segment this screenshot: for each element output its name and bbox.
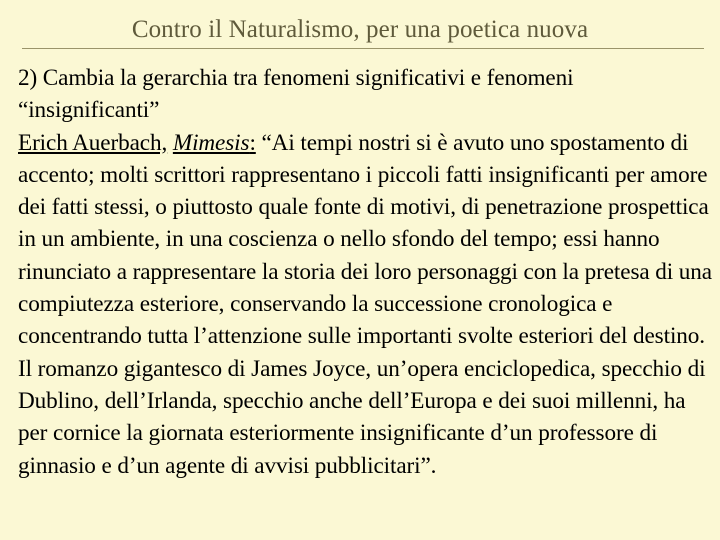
title-divider [22, 48, 704, 49]
quote-paragraph [18, 127, 716, 482]
slide-title: Contro il Naturalismo, per una poetica nuova [131, 16, 589, 43]
citation-work: Mimesis [172, 129, 250, 156]
citation-colon: : [249, 129, 256, 156]
point-heading: 2) Cambia la gerarchia tra fenomeni significativi e fenomeni “insignificanti” [18, 65, 574, 124]
quote-text: “Ai tempi nostri si è avuto uno spostamento di accento; molti scrittori rappresentano i piccoli fatti insignificanti per amore dei fatti stessi, o piuttosto quale fonte di motivi, di penetrazione prospettica in un ambiente, in una coscienza o nello sfondo del tempo; essi hanno rinunciato a rappresentare la storia dei loro personaggi con la pretesa di una compiutezza esteriore, conservando la successione cronologica e concentrando tutta l’attenzione sulle importanti svolte esteriori del destino. Il romanzo gigantesco di James Joyce, un’opera enciclopedica, specchio di Dublino, dell’Irlanda, specchio anche dell’Europa e dei suoi millenni, ha per cornice la giornata esteriormente insignificante d’un professore di ginnasio e d’un agente di avvisi pubblicitari”. [18, 129, 712, 479]
citation-author: Erich Auerbach, [18, 129, 168, 156]
slide-body [18, 62, 716, 482]
